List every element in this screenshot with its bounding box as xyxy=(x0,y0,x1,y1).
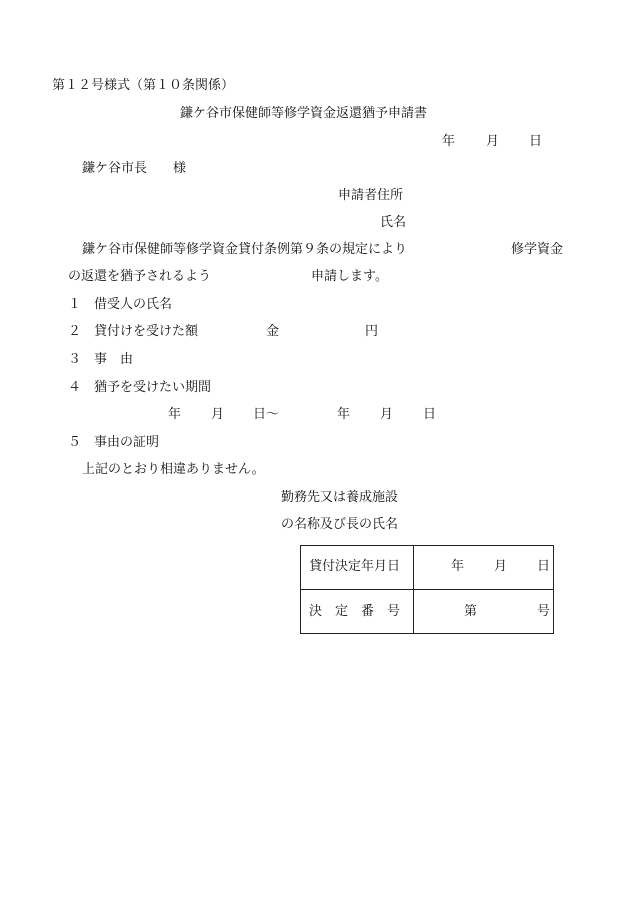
loan-decision-month: 月 xyxy=(494,559,508,574)
item-2-kin: 金 xyxy=(266,324,280,339)
applicant-address-label: 申請者住所 xyxy=(338,188,404,203)
period-from-day: 日〜 xyxy=(253,407,280,422)
loan-decision-date-label: 貸付決定年月日 xyxy=(309,559,401,574)
addressee: 鎌ケ谷市長 様 xyxy=(82,161,187,176)
certification-text: 上記のとおり相違ありません。 xyxy=(82,462,265,477)
decision-number-go: 号 xyxy=(537,604,551,619)
applicant-name-label: 氏名 xyxy=(380,215,407,230)
item-2-loan-amount: ２ 貸付けを受けた額 xyxy=(68,324,199,339)
body-text-line1a: 鎌ケ谷市保健師等修学資金貸付条例第９条の規定により xyxy=(82,242,408,257)
body-text-line2a: の返還を猶予されるよう xyxy=(68,269,212,284)
item-1-borrower-name: １ 借受人の氏名 xyxy=(68,297,173,312)
form-title: 鎌ケ谷市保健師等修学資金返還猶予申請書 xyxy=(180,106,428,121)
employer-label-line1: 勤務先又は養成施設 xyxy=(281,490,399,505)
period-to-month: 月 xyxy=(380,407,394,422)
item-4-deferral-period: ４ 猶予を受けたい期間 xyxy=(68,380,212,395)
body-text-line2b: 申請します。 xyxy=(311,269,388,284)
period-to-day: 日 xyxy=(423,407,437,422)
loan-decision-day: 日 xyxy=(537,559,551,574)
period-to-year: 年 xyxy=(337,407,351,422)
form-number: 第１２号様式（第１０条関係） xyxy=(52,78,235,93)
loan-decision-year: 年 xyxy=(451,559,465,574)
date-day: 日 xyxy=(529,134,543,149)
date-month: 月 xyxy=(486,134,500,149)
decision-number-label: 決 定 番 号 xyxy=(309,604,401,619)
body-text-line1b: 修学資金 xyxy=(511,242,564,257)
table-divider-horizontal xyxy=(301,589,553,590)
date-year: 年 xyxy=(442,134,456,149)
decision-number-dai: 第 xyxy=(464,604,478,619)
item-2-yen: 円 xyxy=(365,324,379,339)
period-from-month: 月 xyxy=(211,407,225,422)
period-from-year: 年 xyxy=(168,407,182,422)
office-use-table xyxy=(300,545,554,634)
item-5-reason-proof: ５ 事由の証明 xyxy=(68,435,160,450)
employer-label-line2: の名称及び長の氏名 xyxy=(281,517,399,532)
item-3-reason: ３ 事 由 xyxy=(68,352,134,367)
